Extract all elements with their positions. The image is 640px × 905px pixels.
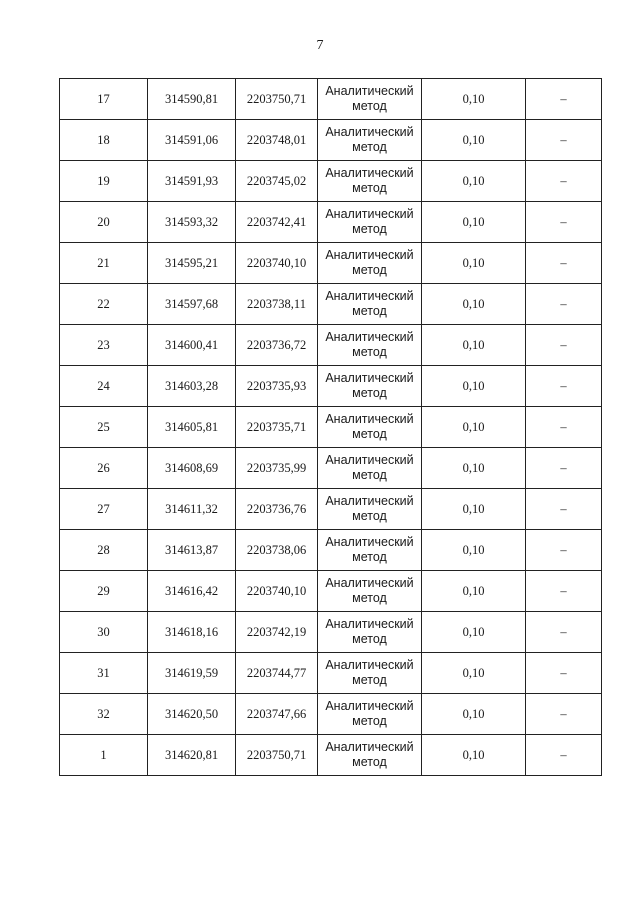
x-coordinate-cell: 314593,32: [148, 202, 236, 243]
note-cell: –: [526, 161, 602, 202]
method-cell: [318, 366, 422, 407]
method-line-2: метод: [352, 140, 387, 154]
point-number-cell: 28: [60, 530, 148, 571]
method-cell: [318, 407, 422, 448]
y-coordinate-cell: 2203745,02: [236, 161, 318, 202]
x-coordinate-cell: 314597,68: [148, 284, 236, 325]
table-row: [60, 448, 602, 489]
method-cell: [318, 735, 422, 776]
coordinates-table: [59, 78, 602, 776]
method-cell: [318, 325, 422, 366]
x-coordinate-cell: 314608,69: [148, 448, 236, 489]
point-number-cell: 20: [60, 202, 148, 243]
method-cell: [318, 571, 422, 612]
method-line-1: Аналитический: [325, 371, 414, 385]
table-row: [60, 653, 602, 694]
note-cell: –: [526, 653, 602, 694]
y-coordinate-cell: 2203735,71: [236, 407, 318, 448]
note-cell: –: [526, 530, 602, 571]
method-line-1: Аналитический: [325, 576, 414, 590]
method-cell: [318, 120, 422, 161]
table-row: [60, 120, 602, 161]
accuracy-cell: 0,10: [422, 284, 526, 325]
method-cell: [318, 489, 422, 530]
y-coordinate-cell: 2203747,66: [236, 694, 318, 735]
method-line-1: Аналитический: [325, 166, 414, 180]
note-cell: –: [526, 612, 602, 653]
accuracy-cell: 0,10: [422, 653, 526, 694]
y-coordinate-cell: 2203736,72: [236, 325, 318, 366]
table-row: [60, 571, 602, 612]
point-number-cell: 21: [60, 243, 148, 284]
x-coordinate-cell: 314620,50: [148, 694, 236, 735]
accuracy-cell: 0,10: [422, 407, 526, 448]
accuracy-cell: 0,10: [422, 161, 526, 202]
note-cell: –: [526, 284, 602, 325]
table-row: [60, 284, 602, 325]
y-coordinate-cell: 2203748,01: [236, 120, 318, 161]
method-line-2: метод: [352, 509, 387, 523]
y-coordinate-cell: 2203738,11: [236, 284, 318, 325]
method-cell: [318, 653, 422, 694]
table-row: [60, 366, 602, 407]
table-row: [60, 243, 602, 284]
method-line-2: метод: [352, 304, 387, 318]
method-line-1: Аналитический: [325, 84, 414, 98]
page-number: 7: [316, 38, 324, 53]
note-cell: –: [526, 325, 602, 366]
y-coordinate-cell: 2203740,10: [236, 243, 318, 284]
method-line-2: метод: [352, 181, 387, 195]
method-line-1: Аналитический: [325, 412, 414, 426]
method-cell: [318, 284, 422, 325]
table-row: [60, 694, 602, 735]
coordinates-table-body: [60, 79, 602, 776]
accuracy-cell: 0,10: [422, 735, 526, 776]
table-row: [60, 407, 602, 448]
point-number-cell: 30: [60, 612, 148, 653]
method-line-2: метод: [352, 427, 387, 441]
point-number-cell: 27: [60, 489, 148, 530]
accuracy-cell: 0,10: [422, 612, 526, 653]
method-cell: [318, 79, 422, 120]
y-coordinate-cell: 2203735,93: [236, 366, 318, 407]
point-number-cell: 31: [60, 653, 148, 694]
note-cell: –: [526, 735, 602, 776]
point-number-cell: 25: [60, 407, 148, 448]
method-line-2: метод: [352, 468, 387, 482]
point-number-cell: 26: [60, 448, 148, 489]
accuracy-cell: 0,10: [422, 530, 526, 571]
y-coordinate-cell: 2203742,19: [236, 612, 318, 653]
note-cell: –: [526, 79, 602, 120]
method-line-2: метод: [352, 632, 387, 646]
note-cell: –: [526, 243, 602, 284]
accuracy-cell: 0,10: [422, 243, 526, 284]
table-row: [60, 489, 602, 530]
accuracy-cell: 0,10: [422, 448, 526, 489]
x-coordinate-cell: 314619,59: [148, 653, 236, 694]
accuracy-cell: 0,10: [422, 694, 526, 735]
point-number-cell: 23: [60, 325, 148, 366]
method-line-2: метод: [352, 714, 387, 728]
table-row: [60, 79, 602, 120]
method-line-2: метод: [352, 263, 387, 277]
table-row: [60, 530, 602, 571]
accuracy-cell: 0,10: [422, 366, 526, 407]
point-number-cell: 17: [60, 79, 148, 120]
method-cell: [318, 612, 422, 653]
table-row: [60, 612, 602, 653]
y-coordinate-cell: 2203750,71: [236, 735, 318, 776]
x-coordinate-cell: 314603,28: [148, 366, 236, 407]
method-line-1: Аналитический: [325, 248, 414, 262]
x-coordinate-cell: 314620,81: [148, 735, 236, 776]
method-line-1: Аналитический: [325, 699, 414, 713]
note-cell: –: [526, 407, 602, 448]
method-line-2: метод: [352, 222, 387, 236]
accuracy-cell: 0,10: [422, 489, 526, 530]
method-line-2: метод: [352, 386, 387, 400]
method-line-1: Аналитический: [325, 617, 414, 631]
point-number-cell: 22: [60, 284, 148, 325]
note-cell: –: [526, 694, 602, 735]
x-coordinate-cell: 314591,06: [148, 120, 236, 161]
x-coordinate-cell: 314595,21: [148, 243, 236, 284]
method-cell: [318, 202, 422, 243]
method-line-1: Аналитический: [325, 453, 414, 467]
point-number-cell: 24: [60, 366, 148, 407]
method-line-1: Аналитический: [325, 207, 414, 221]
x-coordinate-cell: 314616,42: [148, 571, 236, 612]
method-line-2: метод: [352, 345, 387, 359]
point-number-cell: 29: [60, 571, 148, 612]
x-coordinate-cell: 314591,93: [148, 161, 236, 202]
accuracy-cell: 0,10: [422, 571, 526, 612]
x-coordinate-cell: 314618,16: [148, 612, 236, 653]
note-cell: –: [526, 489, 602, 530]
table-row: [60, 735, 602, 776]
accuracy-cell: 0,10: [422, 120, 526, 161]
table-row: [60, 325, 602, 366]
x-coordinate-cell: 314605,81: [148, 407, 236, 448]
x-coordinate-cell: 314611,32: [148, 489, 236, 530]
method-cell: [318, 161, 422, 202]
y-coordinate-cell: 2203740,10: [236, 571, 318, 612]
method-cell: [318, 530, 422, 571]
point-number-cell: 32: [60, 694, 148, 735]
method-line-2: метод: [352, 99, 387, 113]
x-coordinate-cell: 314613,87: [148, 530, 236, 571]
method-line-1: Аналитический: [325, 740, 414, 754]
accuracy-cell: 0,10: [422, 202, 526, 243]
table-row: [60, 161, 602, 202]
note-cell: –: [526, 448, 602, 489]
method-line-2: метод: [352, 550, 387, 564]
method-line-1: Аналитический: [325, 289, 414, 303]
method-line-1: Аналитический: [325, 494, 414, 508]
method-cell: [318, 694, 422, 735]
note-cell: –: [526, 571, 602, 612]
y-coordinate-cell: 2203738,06: [236, 530, 318, 571]
method-line-2: метод: [352, 673, 387, 687]
method-cell: [318, 448, 422, 489]
point-number-cell: 1: [60, 735, 148, 776]
y-coordinate-cell: 2203742,41: [236, 202, 318, 243]
method-line-2: метод: [352, 591, 387, 605]
method-line-1: Аналитический: [325, 330, 414, 344]
note-cell: –: [526, 120, 602, 161]
note-cell: –: [526, 366, 602, 407]
x-coordinate-cell: 314600,41: [148, 325, 236, 366]
method-cell: [318, 243, 422, 284]
method-line-1: Аналитический: [325, 535, 414, 549]
point-number-cell: 19: [60, 161, 148, 202]
method-line-1: Аналитический: [325, 658, 414, 672]
y-coordinate-cell: 2203736,76: [236, 489, 318, 530]
note-cell: –: [526, 202, 602, 243]
y-coordinate-cell: 2203744,77: [236, 653, 318, 694]
y-coordinate-cell: 2203750,71: [236, 79, 318, 120]
x-coordinate-cell: 314590,81: [148, 79, 236, 120]
point-number-cell: 18: [60, 120, 148, 161]
accuracy-cell: 0,10: [422, 325, 526, 366]
method-line-2: метод: [352, 755, 387, 769]
y-coordinate-cell: 2203735,99: [236, 448, 318, 489]
table-row: [60, 202, 602, 243]
accuracy-cell: 0,10: [422, 79, 526, 120]
method-line-1: Аналитический: [325, 125, 414, 139]
